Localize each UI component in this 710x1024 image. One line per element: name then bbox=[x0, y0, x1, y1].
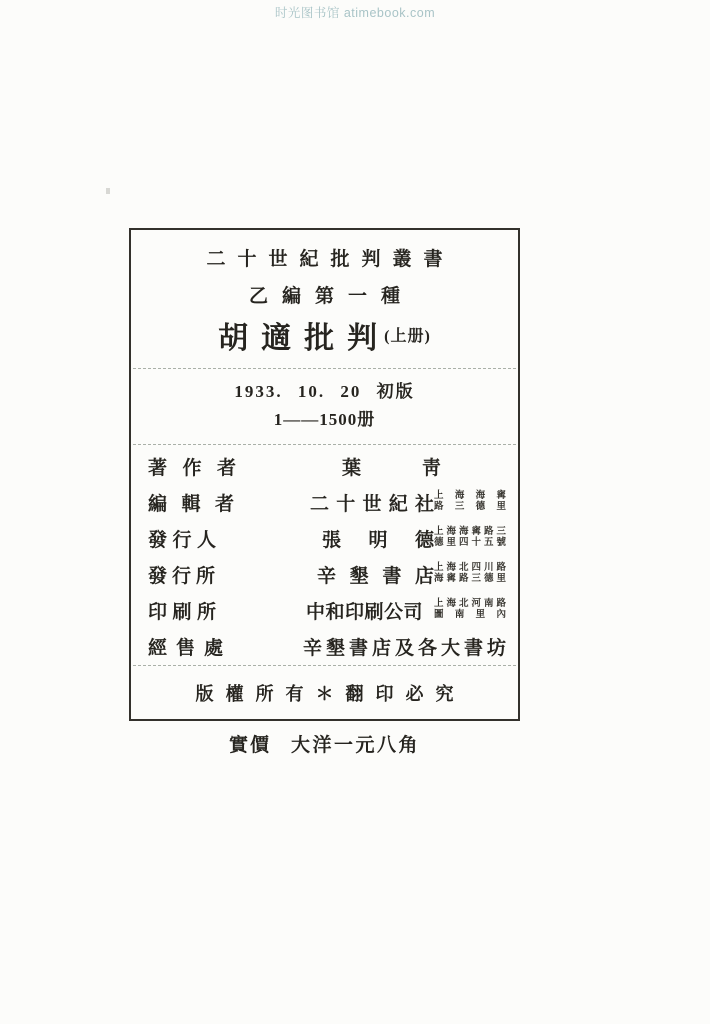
row-address: 上海海寗路三 德里四十五號 bbox=[434, 526, 506, 548]
main-title-row bbox=[131, 319, 518, 364]
table-row-publishing-house bbox=[131, 556, 518, 592]
price-value: 大洋一元八角 bbox=[291, 735, 421, 756]
row-label: 發行所 bbox=[148, 565, 215, 587]
row-value-text: 中和印刷公司 bbox=[306, 601, 424, 623]
table-row-author bbox=[131, 448, 518, 484]
colophon-box bbox=[129, 228, 520, 721]
row-label: 編輯者 bbox=[148, 493, 234, 515]
watermark: 时光图书馆 atimebook.com bbox=[274, 6, 436, 20]
row-value-text: 葉靑 bbox=[342, 457, 441, 479]
series-number: 乙編第一種 bbox=[248, 286, 414, 307]
table-row-printer bbox=[131, 592, 518, 628]
volume-note: (上册) bbox=[384, 328, 431, 345]
print-run: 1——1500册 bbox=[273, 410, 376, 429]
row-value bbox=[310, 489, 506, 516]
row-value-text: 辛墾書店 bbox=[317, 565, 434, 587]
edition-date: 1933. 10. 20 初版 bbox=[234, 382, 415, 401]
copyright-section bbox=[131, 666, 518, 719]
copyright-notice: 版權所有＊翻印必究 bbox=[195, 683, 466, 704]
row-value bbox=[292, 525, 506, 552]
price-label: 實價 bbox=[228, 735, 271, 756]
row-value-text: 辛墾書店及各大書坊 bbox=[303, 637, 506, 659]
row-value-text: 二十世紀社 bbox=[310, 493, 434, 515]
row-value bbox=[299, 633, 506, 660]
edition-section bbox=[131, 369, 518, 444]
publication-table bbox=[131, 445, 518, 665]
price-line bbox=[129, 730, 520, 757]
row-address: 上海北河南路 圖南里內 bbox=[434, 598, 506, 620]
series-title: 二十世紀批判叢書 bbox=[206, 249, 455, 270]
row-value-text: 張明德 bbox=[322, 529, 434, 551]
row-value bbox=[312, 453, 506, 480]
row-label: 經售處 bbox=[148, 637, 223, 659]
table-row-editor bbox=[131, 484, 518, 520]
scan-speck bbox=[106, 188, 110, 194]
row-label: 著作者 bbox=[148, 457, 236, 479]
row-value bbox=[291, 561, 506, 588]
row-address: 上海海寗 路三德里 bbox=[434, 490, 506, 512]
table-row-publisher-person bbox=[131, 520, 518, 556]
title-section bbox=[131, 230, 518, 368]
row-address: 上海北四川路 海寗路三德里 bbox=[434, 562, 506, 584]
row-label: 印刷所 bbox=[148, 601, 216, 623]
row-value bbox=[292, 597, 506, 624]
row-label: 發行人 bbox=[148, 529, 216, 551]
table-row-distributor bbox=[131, 628, 518, 664]
book-title: 胡適批判 bbox=[218, 322, 391, 355]
